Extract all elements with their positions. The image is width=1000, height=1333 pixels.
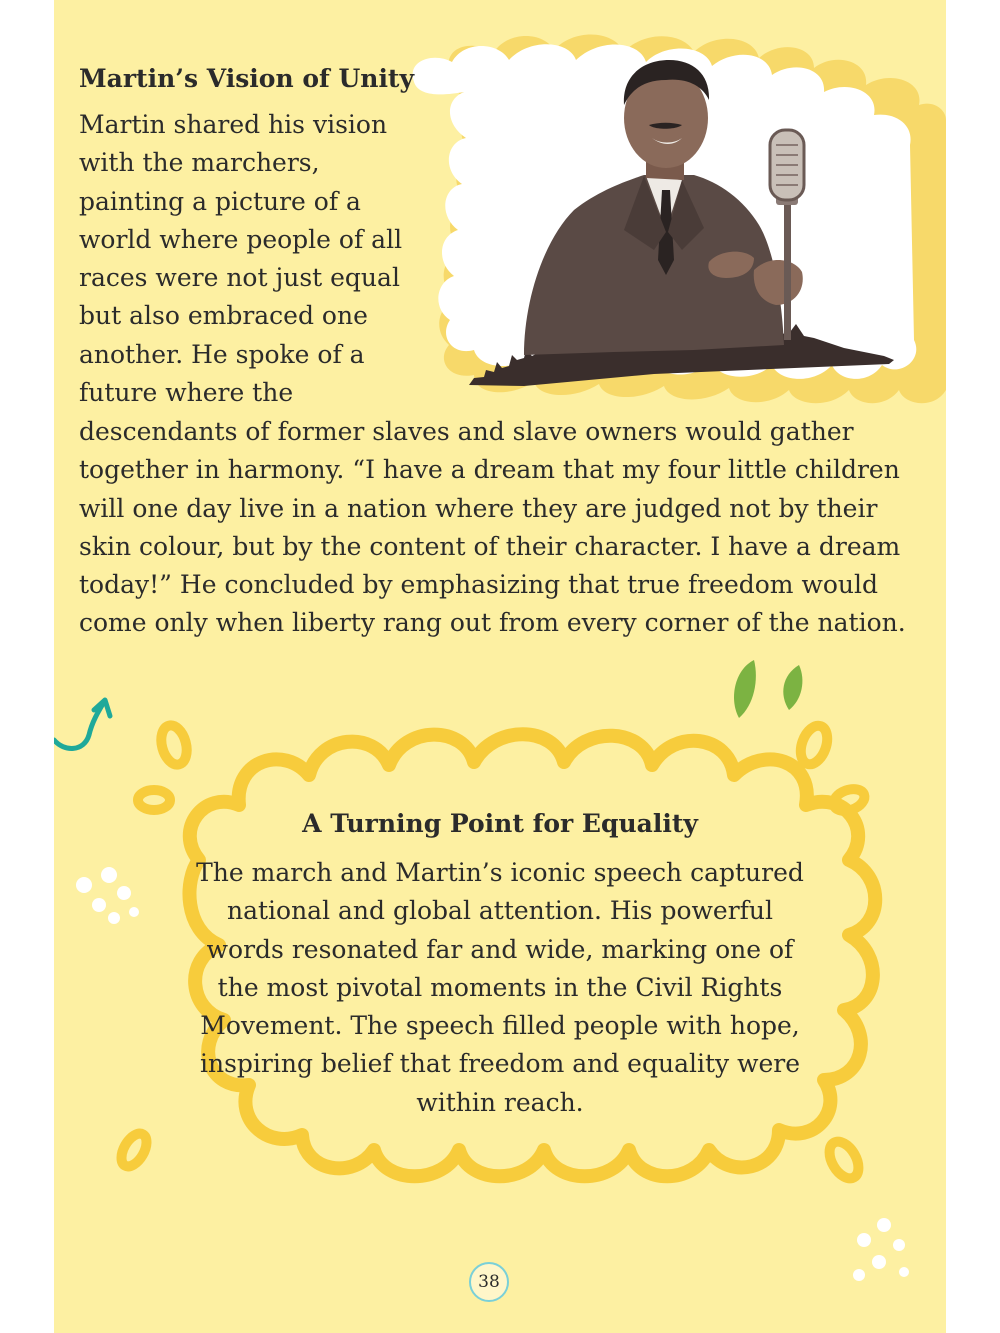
section-text-wrapped: Martin shared his vision with the marchers, painting a picture of a world where people of all races were not just equal but also embraced one another. He spoke of a future where the: [79, 110, 403, 408]
leaf-icon: [734, 660, 802, 718]
page-number-badge: [469, 1262, 509, 1302]
section-body-turning-point: The march and Martin’s iconic speech captured national and global attention. His powerful words resonated far and wide, marking one of the most pivotal moments in the Civil Rights Movement. The speech filled people with hope, inspiring belief that freedom and equality were within reach.: [196, 858, 804, 1117]
page-number: 38: [478, 1272, 500, 1292]
section-text-full-width: descendants of former slaves and slave owners would gather together in harmony. “I have a dream that my four little children will one day live in a nation where they are judged not by their skin colour, but by the content of their character. I have a dream today!” He concluded by emphasizing that true freedom would come only when liberty rang out from every corner of the nation.: [79, 417, 906, 638]
section-title-vision-of-unity: Martin’s Vision of Unity: [79, 64, 415, 93]
book-page: [54, 0, 946, 1333]
section-title-turning-point: A Turning Point for Equality: [302, 809, 698, 838]
